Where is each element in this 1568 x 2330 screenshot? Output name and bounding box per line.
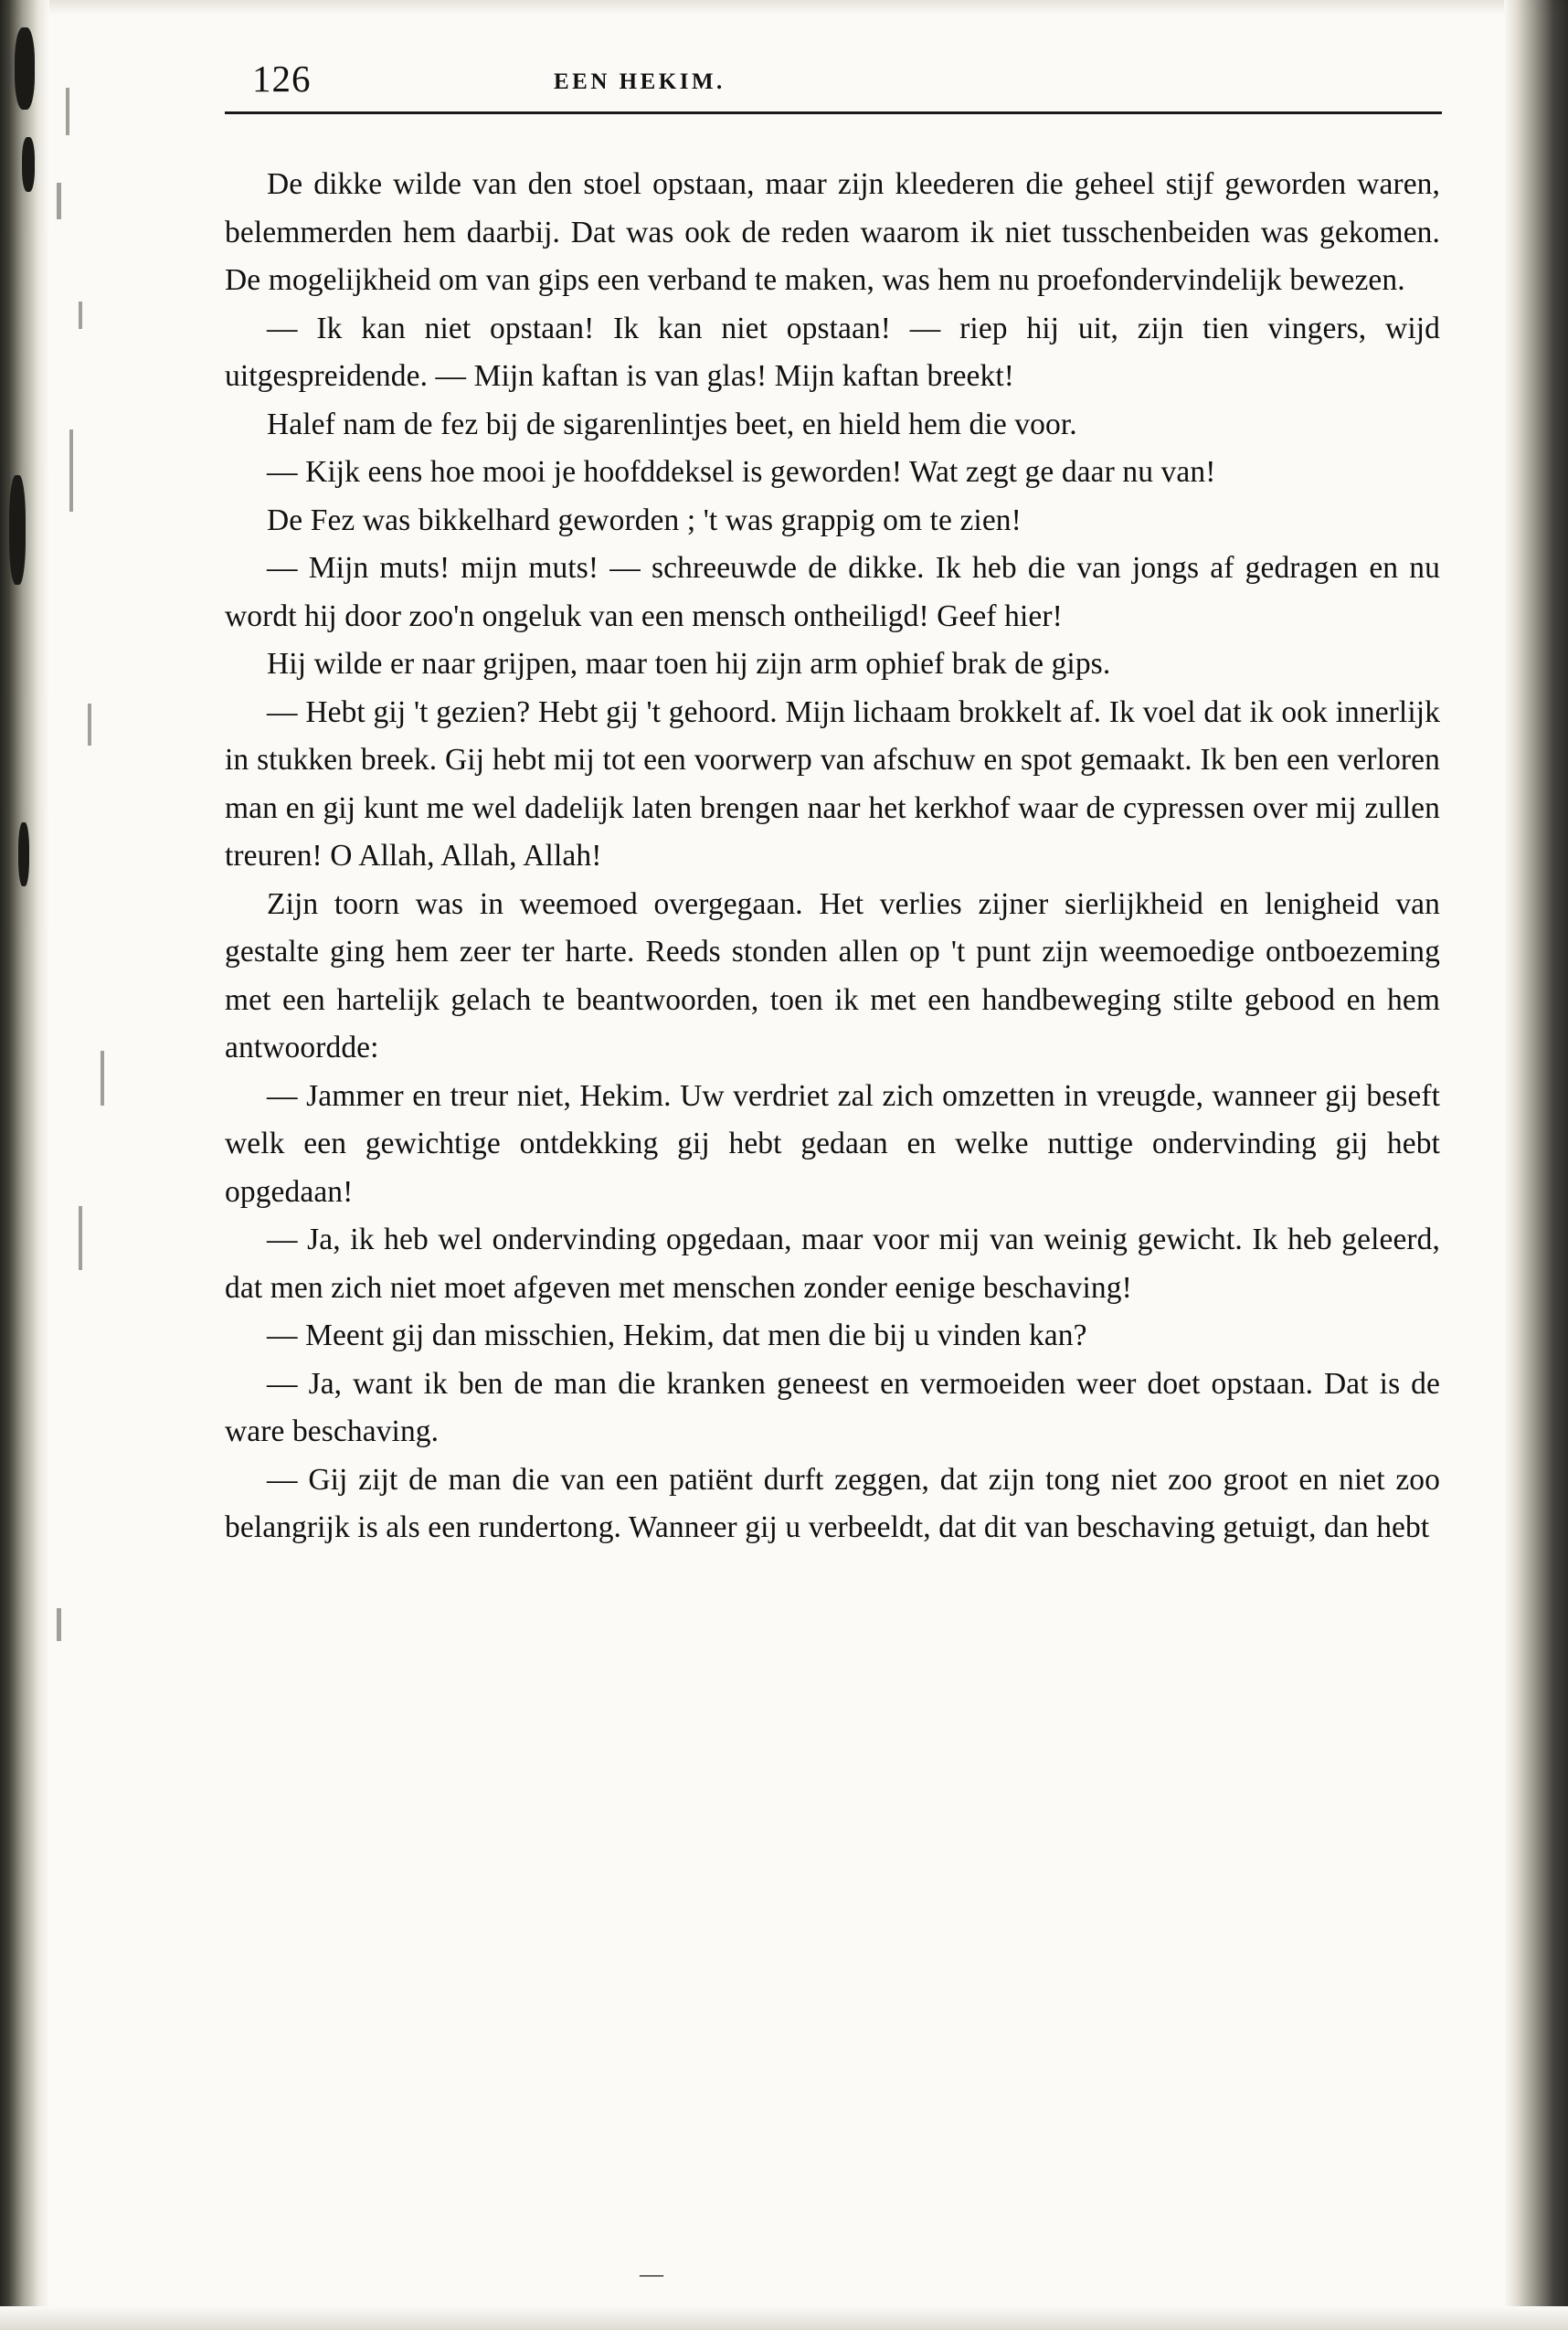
margin-speck xyxy=(79,1206,82,1270)
text-block xyxy=(225,55,1467,1552)
margin-speck xyxy=(69,429,73,512)
margin-speck xyxy=(57,183,61,219)
running-head: EEN HEKIM. xyxy=(554,69,726,94)
paragraph: — Meent gij dan misschien, Hekim, dat men die bij u vinden kan? xyxy=(267,1319,1087,1352)
paragraph: — Kijk eens hoe mooi je hoofddeksel is geworden! Wat zegt ge daar nu van! xyxy=(267,455,1216,489)
page-header xyxy=(225,55,1467,113)
scan-edge-left xyxy=(0,0,49,2330)
paragraph: Halef nam de fez bij de sigarenlintjes beet, en hield hem die voor. xyxy=(267,407,1077,441)
paragraph: — Mijn muts! mijn muts! — schreeuwde de dikke. Ik heb die van jongs af gedragen en nu wordt hij door zoo'n ongeluk van een mensch ontheiligd! Geef hier! xyxy=(225,551,1440,633)
paragraph: — Ja, ik heb wel ondervinding opgedaan, maar voor mij van weinig gewicht. Ik heb geleerd, dat men zich niet moet afgeven met menschen zonder eenige beschaving! xyxy=(225,1223,1440,1305)
paragraph: Zijn toorn was in weemoed overgegaan. Het verlies zijner sierlijkheid en lenigheid van gestalte ging hem zeer ter harte. Reeds stonden allen op 't punt zijn weemoedige ontboezeming met een hartelijk gelach te beantwoorden, toen ik met een handbeweging stilte gebood en hem antwoordde: xyxy=(225,886,1440,1064)
paragraph: — Ik kan niet opstaan! Ik kan niet opstaan! — riep hij uit, zijn tien vingers, wijd uitgespreidende. — Mijn kaftan is van glas! Mijn kaftan breekt! xyxy=(225,311,1440,393)
paragraph: — Hebt gij 't gezien? Hebt gij 't gehoord. Mijn lichaam brokkelt af. Ik voel dat ik ook innerlijk in stukken breek. Gij hebt mij tot een voorwerp van afschuw en spot gemaakt. Ik ben een verloren man en gij kunt me wel dadelijk laten brengen naar het kerkhof waar de cypressen over mij zullen treuren! O Allah, Allah, Allah! xyxy=(225,694,1440,873)
margin-speck xyxy=(101,1051,104,1106)
margin-speck xyxy=(57,1608,61,1641)
paragraph: De dikke wilde van den stoel opstaan, maar zijn kleederen die geheel stijf geworden waren, belemmerden hem daarbij. Dat was ook de reden waarom ik niet tusschenbeiden was gekomen. De mogelijkheid om van gips een verband te maken, was hem nu proefondervindelijk bewezen. xyxy=(225,167,1440,297)
page-bottom-mark: — xyxy=(640,2261,663,2287)
scan-edge-bottom xyxy=(0,2306,1568,2330)
paragraph: De Fez was bikkelhard geworden ; 't was grappig om te zien! xyxy=(267,503,1022,537)
header-rule xyxy=(225,111,1442,114)
paragraph: — Ja, want ik ben de man die kranken geneest en vermoeiden weer doet opstaan. Dat is de ware beschaving. xyxy=(225,1366,1440,1448)
scan-edge-right xyxy=(1504,0,1568,2330)
margin-speck xyxy=(79,302,82,329)
margin-speck xyxy=(88,704,91,746)
page-number: 126 xyxy=(252,58,312,100)
scan-edge-top xyxy=(0,0,1568,15)
paragraph: — Gij zijt de man die van een patiënt durft zeggen, dat zijn tong niet zoo groot en niet zoo belangrijk is als een rundertong. Wanneer gij u verbeeldt, dat dit van beschaving getuigt, dan hebt xyxy=(225,1462,1440,1544)
paragraph: Hij wilde er naar grijpen, maar toen hij zijn arm ophief brak de gips. xyxy=(267,647,1111,681)
body-text xyxy=(225,161,1440,1552)
paragraph: — Jammer en treur niet, Hekim. Uw verdriet zal zich omzetten in vreugde, wanneer gij beseft welk een gewichtige ontdekking gij hebt gedaan en welke nuttige ondervinding gij hebt opgedaan! xyxy=(225,1078,1440,1209)
margin-speck xyxy=(66,88,69,135)
